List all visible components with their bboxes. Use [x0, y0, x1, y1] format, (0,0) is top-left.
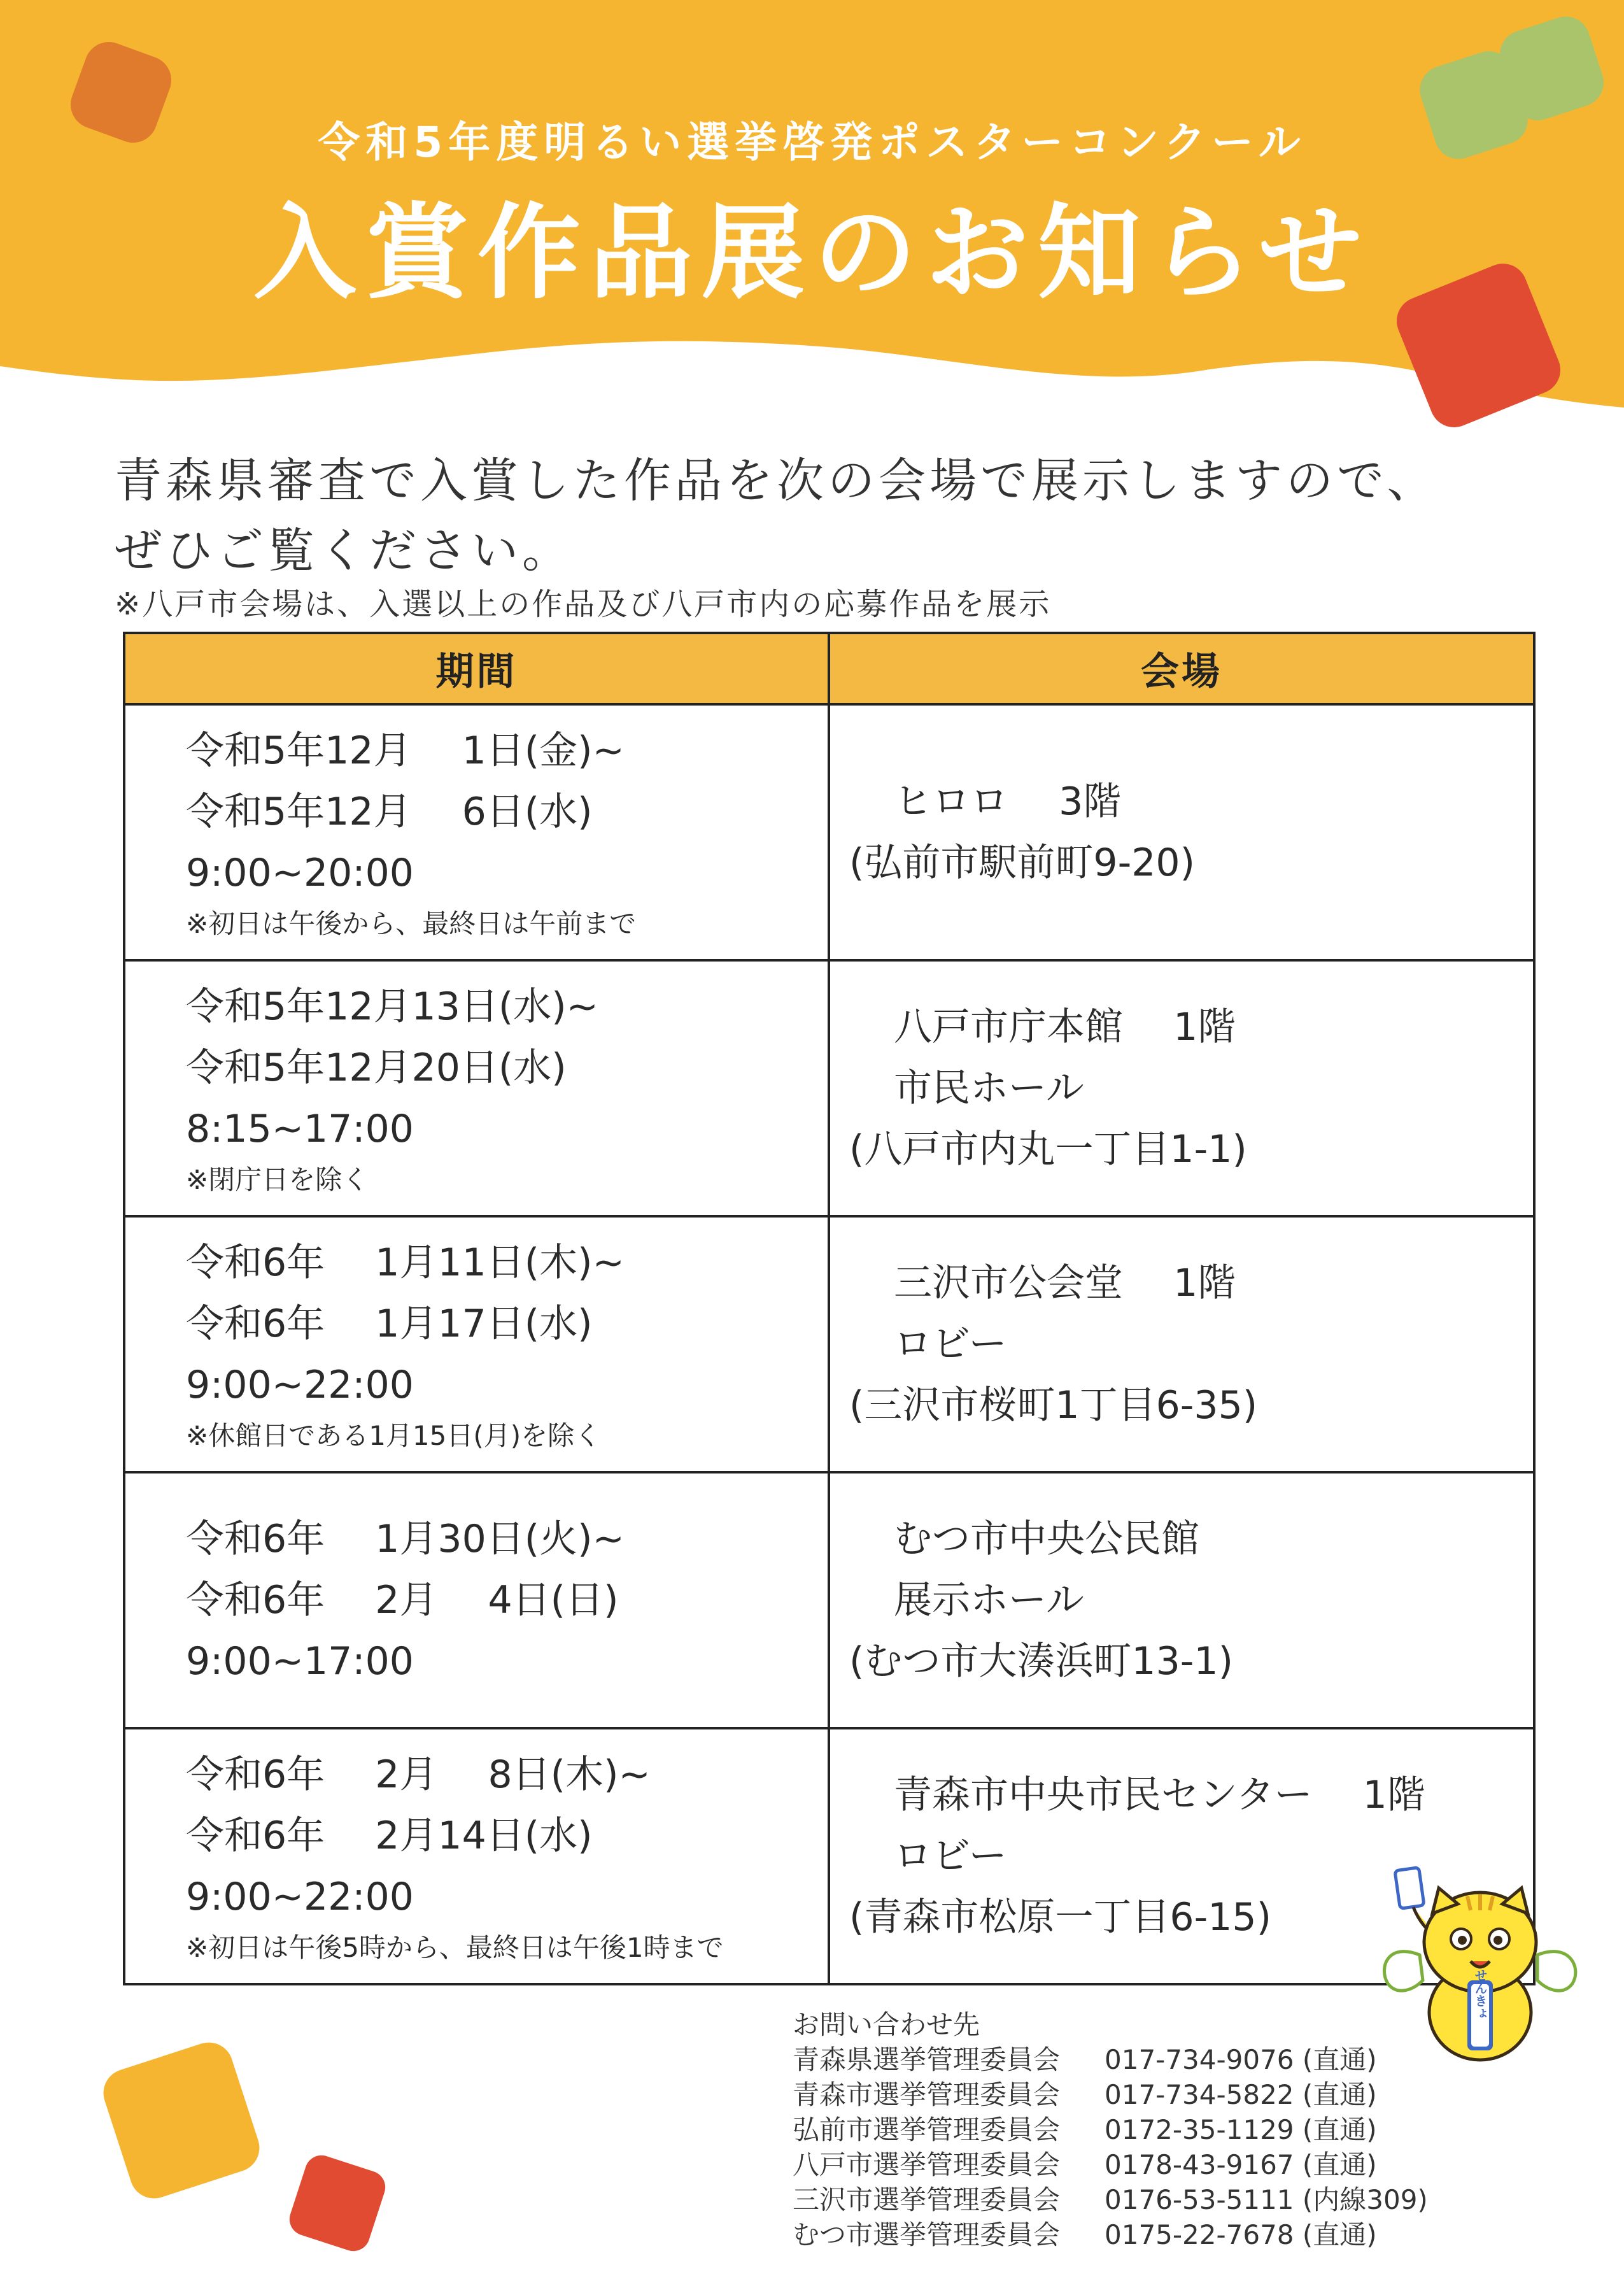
venue-name: 青森市中央市民センター 1階	[894, 1773, 1425, 1817]
contact-info	[793, 2007, 1428, 2252]
intro-text	[115, 446, 1438, 586]
contact-phone: 0178-43-9167 (直通)	[1105, 2149, 1377, 2180]
intro-line-1: 青森県審査で入賞した作品を次の会場で展示しますので、	[115, 453, 1438, 508]
period-hours: 9:00~22:00	[186, 1875, 414, 1919]
contact-name: 八戸市選挙管理委員会	[793, 2149, 1061, 2180]
mascot-pupil-left	[1458, 1936, 1467, 1945]
period-end: 令和6年 1月17日(水)	[186, 1302, 593, 1346]
venue-address: (三沢市桜町1丁目6-35)	[849, 1383, 1258, 1428]
contact-phone: 0176-53-5111 (内線309)	[1105, 2184, 1428, 2215]
period-hours: 9:00~17:00	[186, 1639, 414, 1684]
venue-address: (八戸市内丸一丁目1-1)	[849, 1127, 1247, 1172]
period-cell	[124, 1728, 829, 1984]
intro-line-2: ぜひご覧ください。	[115, 523, 573, 578]
mascot-ballot-card	[1395, 1868, 1424, 1909]
period-cell	[124, 704, 829, 960]
period-hours: 8:15~17:00	[186, 1107, 414, 1151]
contact-name: 青森県選挙管理委員会	[793, 2044, 1061, 2075]
venue-name: 八戸市庁本館 1階	[894, 1005, 1236, 1049]
period-start: 令和6年 1月30日(火)~	[186, 1517, 625, 1561]
period-start: 令和6年 1月11日(木)~	[186, 1240, 625, 1285]
contact-name: 青森市選挙管理委員会	[793, 2079, 1061, 2110]
mascot-mouth	[1471, 1961, 1490, 1967]
table-row	[124, 1216, 1534, 1472]
contact-entry	[793, 2147, 1428, 2182]
venue-cell	[829, 1216, 1534, 1472]
contact-heading: お問い合わせ先	[793, 2009, 980, 2040]
period-note: ※閉庁日を除く	[186, 1164, 369, 1195]
subtitle: 令和5年度明るい選挙啓発ポスターコンクール	[318, 118, 1306, 167]
mascot-sash-text: せんきょ	[1472, 1969, 1488, 2020]
page-title: 入賞作品展のお知らせ	[253, 194, 1371, 313]
contact-name: 三沢市選挙管理委員会	[793, 2184, 1061, 2215]
venue-cell	[829, 1472, 1534, 1728]
period-end: 令和5年12月 6日(水)	[186, 790, 593, 834]
period-start: 令和5年12月13日(水)~	[186, 984, 598, 1029]
venue-room: ロビー	[894, 1322, 1007, 1367]
venue-cell	[829, 704, 1534, 960]
venue-room: ロビー	[894, 1834, 1007, 1878]
contact-phone: 0172-35-1129 (直通)	[1105, 2114, 1377, 2145]
contact-name: むつ市選挙管理委員会	[793, 2219, 1061, 2250]
period-cell	[124, 960, 829, 1216]
period-hours: 9:00~22:00	[186, 1363, 414, 1407]
venue-name: 三沢市公会堂 1階	[894, 1261, 1236, 1305]
contact-name: 弘前市選挙管理委員会	[793, 2114, 1061, 2145]
mascot-wing-left	[1384, 1952, 1423, 1991]
contact-phone: 0175-22-7678 (直通)	[1105, 2219, 1377, 2250]
period-end: 令和6年 2月 4日(日)	[186, 1578, 619, 1622]
contact-entry	[793, 2042, 1428, 2077]
mascot-wing-right	[1537, 1952, 1576, 1991]
period-end: 令和6年 2月14日(水)	[186, 1814, 593, 1858]
venue-address: (むつ市大湊浜町13-1)	[849, 1639, 1233, 1684]
period-cell	[124, 1216, 829, 1472]
contact-phone: 017-734-9076 (直通)	[1105, 2044, 1377, 2075]
period-note: ※初日は午後5時から、最終日は午後1時まで	[186, 1932, 724, 1963]
venue-name: むつ市中央公民館	[894, 1517, 1199, 1561]
venue-room: 市民ホール	[894, 1066, 1084, 1111]
venue-header: 会場	[829, 633, 1534, 704]
contact-entry	[793, 2077, 1428, 2112]
period-header: 期間	[124, 633, 829, 704]
period-note: ※休館日である1月15日(月)を除く	[186, 1420, 602, 1451]
mascot-pupil-right	[1493, 1936, 1502, 1945]
period-end: 令和5年12月20日(水)	[186, 1046, 567, 1090]
venue-address: (青森市松原一丁目6-15)	[849, 1895, 1271, 1940]
exhibition-table	[123, 632, 1536, 1985]
table-row	[124, 1472, 1534, 1728]
decor-square-red-bottom	[285, 2151, 390, 2255]
period-start: 令和5年12月 1日(金)~	[186, 728, 625, 773]
table-row	[124, 704, 1534, 960]
contact-entry	[793, 2217, 1428, 2252]
contact-phone: 017-734-5822 (直通)	[1105, 2079, 1377, 2110]
contact-entry	[793, 2182, 1428, 2217]
intro-note: ※八戸市会場は、入選以上の作品及び八戸市内の応募作品を展示	[115, 586, 1052, 622]
decor-square-yellow-bottom	[97, 2036, 266, 2205]
venue-cell	[829, 960, 1534, 1216]
period-hours: 9:00~20:00	[186, 851, 414, 895]
venue-address: (弘前市駅前町9-20)	[849, 841, 1195, 885]
venue-room: 展示ホール	[894, 1578, 1084, 1622]
table-row	[124, 960, 1534, 1216]
period-note: ※初日は午後から、最終日は午前まで	[186, 908, 637, 939]
table-row	[124, 1728, 1534, 1984]
venue-name: ヒロロ 3階	[894, 779, 1122, 824]
period-cell	[124, 1472, 829, 1728]
period-start: 令和6年 2月 8日(木)~	[186, 1752, 651, 1797]
table-header-row	[124, 633, 1534, 704]
contact-entry	[793, 2112, 1428, 2147]
